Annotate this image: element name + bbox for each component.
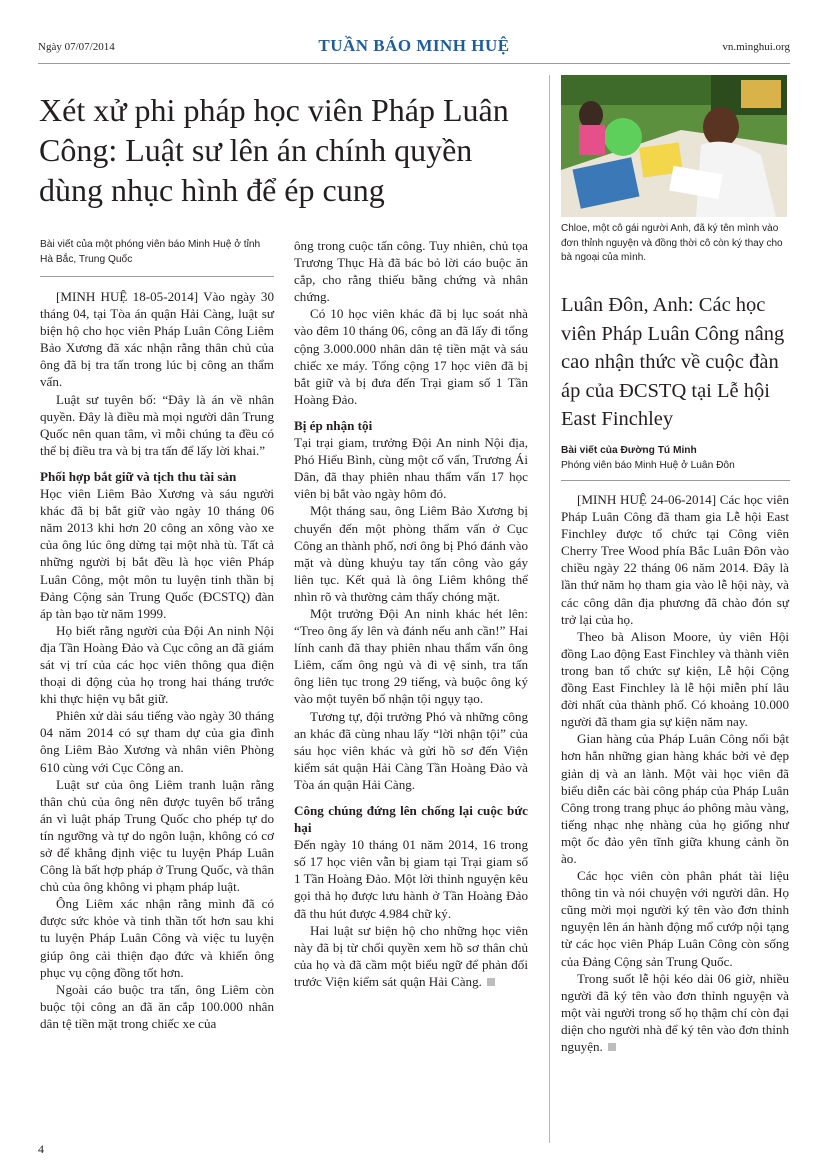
paragraph: ông trong cuộc tấn công. Tuy nhiên, chủ tọa Trương Thục Hà đã bác bỏ lời cáo buộc ăn cắp, cho rằng thiếu bằng chứng và nhân chứng. — [294, 238, 528, 305]
paragraph: Một tháng sau, ông Liêm Bảo Xương bị chuyển đến một phòng thẩm vấn ở Cục Công an thành phố, nơi ông bị Phó đánh vào mặt và dùng khuỷu tay tấn công vào gáy liên tục. Kết quả là ông Liêm không thể nhìn rõ và thường cảm thấy chóng mặt. — [294, 503, 528, 604]
sidebar-byline-author: Bài viết của Đường Tú Minh — [561, 445, 697, 456]
paragraph: Có 10 học viên khác đã bị lục soát nhà vào đêm 10 tháng 06, công an đã lấy đi tổng cộng 3.000.000 nhân dân tệ tiền mặt và sáu chiếc xe máy. Tổng cộng 17 học viên đã bị bắt giữ và bị đưa đến Trại giam số 1 Tần Hoàng Đảo. — [294, 306, 528, 407]
paragraph: Luật sư của ông Liêm tranh luận rằng thân chủ của ông nên được tuyên bố trắng án vì luật pháp Trung Quốc cho phép tự do tín ngưỡng và tự do ngôn luận, không có cơ sở để khẳng định việc tu luyện Pháp Luân Công là bất hợp pháp ở Trung Quốc, và thân chủ của ông không vi phạm pháp luật. — [40, 776, 274, 895]
paragraph: Một trưởng Đội An ninh khác hét lên: “Treo ông ấy lên và đánh nếu anh cần!” Hai lính canh đã thay phiên nhau thẩm vấn ông Liêm, cấm ông ngủ và đi vệ sinh, tra tấn ông liên tục trong 29 tiếng, và buộc ông ký vào một tuyên bố nhận tội ngụy tạo. — [294, 605, 528, 707]
page-number: 4 — [38, 1142, 44, 1156]
page-header — [38, 36, 790, 60]
article-byline: Bài viết của một phóng viên báo Minh Huệ ở tỉnh Hà Bắc, Trung Quốc — [40, 239, 261, 265]
article-title: Xét xử phi pháp học viên Pháp Luân Công: Luật sư lên án chính quyền dùng nhục hình để ép cung — [39, 92, 509, 208]
paragraph: Theo bà Alison Moore, ủy viên Hội đồng Lao động East Finchley và thành viên trong ban tổ chức sự kiện, Lễ hội Cộng đồng East Finchley là lễ hội miễn phí lâu đời nhất của thành phố. Có khoảng 10.000 người đã tham gia sự kiện năm nay. — [561, 628, 790, 730]
paragraph: [MINH HUỆ 18-05-2014] Vào ngày 30 tháng 04, tại Tòa án quận Hải Càng, luật sư biện hộ cho học viên Pháp Luân Công Liêm Bảo Xương đã xác nhận rằng thân chủ của ông đã bị tra tấn trong lúc bị công an thẩm vấn. — [40, 289, 274, 390]
sidebar-article-body — [561, 491, 789, 1055]
paragraph: Tại trại giam, trưởng Đội An ninh Nội địa, Phó Hiểu Bình, cùng một cố vấn, Trương Ái Dân, đã thay phiên nhau thẩm vấn 17 học viên bị bắt vào ngày hôm đó. — [294, 435, 528, 502]
sidebar-divider — [549, 75, 550, 1143]
paragraph: Tương tự, đội trưởng Phó và những công an khác đã cùng nhau lấy “lời nhận tội” của sáu học viên khác và gửi hồ sơ đến Viện kiểm sát quận Hải Càng Tần Hoàng Đảo và Tòa án quận Hải Càng. — [294, 708, 528, 792]
paragraph: [MINH HUỆ 24-06-2014] Các học viên Pháp Luân Công đã tham gia Lễ hội East Finchley được tổ chức tại Công viên Cherry Tree Wood phía Bắc Luân Đôn vào chiều ngày 22 tháng 06 năm 2014. Đây là lần thứ năm họ tham gia vào lễ hội này, và các công dân địa phương đã chào đón sự trở lại của họ. — [561, 492, 789, 627]
section-heading: Phối hợp bắt giữ và tịch thu tài sản — [40, 468, 237, 484]
byline-rule — [40, 276, 274, 277]
article-column-2 — [294, 237, 528, 990]
issue-date: Ngày 07/07/2014 — [38, 41, 115, 53]
site-url: vn.minghui.org — [722, 41, 790, 53]
paragraph: Trong suốt lễ hội kéo dài 06 giờ, nhiều người đã ký tên vào đơn thỉnh nguyện và một vài người trong số họ thậm chí còn đại diện cho người nhà để ký tên vào đơn thỉnh nguyện. — [561, 970, 789, 1054]
sidebar-byline-role: Phóng viên báo Minh Huệ ở Luân Đôn — [561, 460, 735, 471]
end-mark-icon — [608, 1043, 616, 1051]
paragraph: Hai luật sư biện hộ cho những học viên này đã bị từ chối quyền xem hồ sơ thân chủ của họ và đã cầm một biểu ngữ để phản đối trước Viện kiểm sát quận Hải Càng. — [294, 922, 528, 989]
sidebar-byline-rule — [561, 480, 790, 481]
end-mark-icon — [487, 978, 495, 986]
paragraph: Học viên Liêm Bảo Xương và sáu người khác đã bị bắt giữ vào ngày 10 tháng 06 năm 2013 khi hơn 20 công an xông vào xe của ông lúc ông dừng tại một nhà tù. Tất cả những người bị bắt đều là học viên Pháp Luân Công, một môn tu luyện tinh thần bị Đảng Cộng sản Trung Quốc (ĐCSTQ) đàn áp tàn bạo từ năm 1999. — [40, 486, 274, 621]
header-rule — [38, 63, 790, 64]
photo-illustration — [561, 75, 787, 217]
paragraph: Đến ngày 10 tháng 01 năm 2014, 16 trong số 17 học viên vẫn bị giam tại Trại giam số 1 Tần Hoàng Đảo. Một lời thỉnh nguyện kêu gọi thả họ được lưu hành ở Tần Hoàng Đảo đã thu hút được 4.984 chữ ký. — [294, 837, 528, 921]
masthead: TUẦN BÁO MINH HUỆ — [318, 36, 510, 55]
paragraph: Luật sư tuyên bố: “Đây là án về nhân quyền. Đây là điều mà mọi người dân Trung Quốc nên quan tâm, vì mỗi chúng ta đều có thể bị điều tra và bị tra tấn để lấy lời khai.” — [40, 391, 274, 458]
section-heading: Bị ép nhận tội — [294, 417, 373, 433]
paragraph: Gian hàng của Pháp Luân Công nổi bật hơn hẳn những gian hàng khác bởi vẻ đẹp giản dị và an lành. Một vài học viên đã biểu diễn các bài công pháp của Pháp Luân Công trong trang phục áo phông màu vàng, tiếng nhạc nhẹ nhàng của họ giống như một ốc đảo yên tĩnh giữa khung cảnh ồn ào. — [561, 731, 789, 866]
sidebar-article-title: Luân Đôn, Anh: Các học viên Pháp Luân Công nâng cao nhận thức về cuộc đàn áp của ĐCSTQ tại Lễ hội East Finchley — [561, 294, 785, 430]
paragraph: Phiên xử dài sáu tiếng vào ngày 30 tháng 04 năm 2014 có sự tham dự của gia đình ông Liêm Bảo Xương và nhân viên Phòng 610 cùng với Cục Công an. — [40, 708, 274, 775]
paragraph: Các học viên còn phân phát tài liệu thông tin và nói chuyện với người dân. Họ cũng mời mọi người ký tên vào đơn thỉnh nguyện lên án hành động mổ cướp nội tạng từ các học viên Pháp Luân Công còn sống của Đảng Cộng sản Trung Quốc. — [561, 868, 789, 969]
paragraph: Ông Liêm xác nhận rằng mình đã có được sức khỏe và tinh thần tốt hơn sau khi tu luyện Pháp Luân Công và việc tu luyện giúp ông cải thiện đạo đức và khiến ông phục vụ cộng đồng tốt hơn. — [40, 896, 274, 980]
paragraph: Họ biết rằng người của Đội An ninh Nội địa Tần Hoàng Đảo và Cục công an đã giám sát vị trí của các học viên thông qua điện thoại di động của họ trong hai tháng trước khi thực hiện vụ bắt giữ. — [40, 622, 274, 707]
photo-caption: Chloe, một cô gái người Anh, đã ký tên mình vào đơn thỉnh nguyện và đồng thời cô còn ký thay cho bà ngoại của mình. — [561, 223, 783, 263]
paragraph: Ngoài cáo buộc tra tấn, ông Liêm còn buộc tội công an đã ăn cắp 100.000 nhân dân tệ tiền mặt trong chiếc xe của — [40, 981, 274, 1031]
section-heading: Công chúng đứng lên chống lại cuộc bức hại — [294, 803, 528, 836]
festival-photo — [561, 75, 787, 217]
article-column-1 — [40, 288, 274, 1032]
